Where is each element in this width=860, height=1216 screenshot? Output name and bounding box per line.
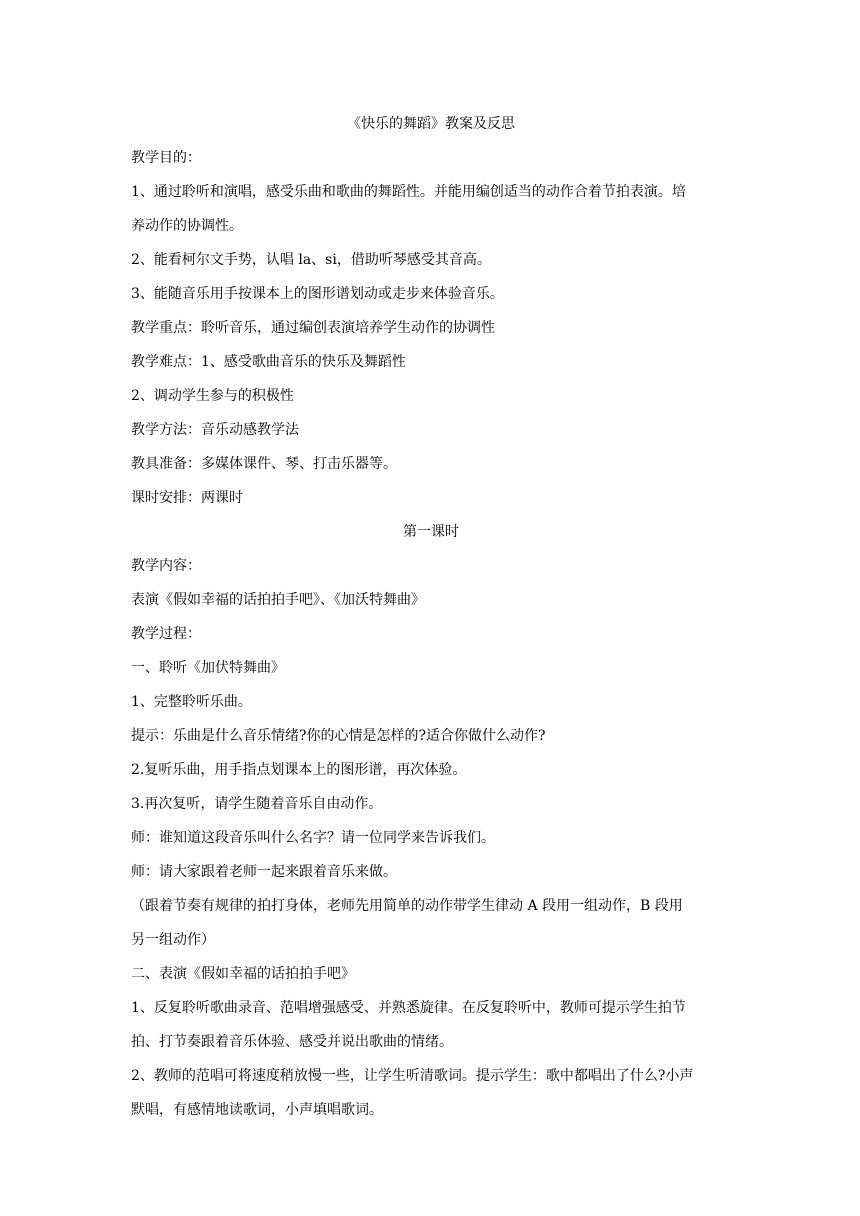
text-line: 2、能看柯尔文手势，认唱 la、si，借助听琴感受其音高。	[131, 252, 491, 268]
text-line: 提示：乐曲是什么音乐情绪?你的心情是怎样的?适合你做什么动作?	[131, 728, 546, 744]
text-line: 教学方法：音乐动感教学法	[131, 422, 299, 438]
document-body	[131, 107, 731, 1127]
text-line: 师：谁知道这段音乐叫什么名字？请一位同学来告诉我们。	[131, 830, 495, 846]
text-line: 1、反复聆听歌曲录音、范唱增强感受、并熟悉旋律。在反复聆听中，教师可提示学生拍节	[131, 1000, 686, 1016]
text-line: 1、完整聆听乐曲。	[131, 694, 252, 710]
text-line: 教学难点：1、感受歌曲音乐的快乐及舞蹈性	[131, 354, 406, 370]
text-line: 教学过程：	[131, 626, 201, 642]
text-line: 课时安排：两课时	[131, 490, 243, 506]
text-line: （跟着节奏有规律的拍打身体，老师先用简单的动作带学生律动 A 段用一组动作，B 段用	[131, 898, 683, 914]
text-line: 养动作的协调性。	[131, 218, 243, 234]
text-line: 教学内容：	[131, 558, 201, 574]
text-line: 教具准备：多媒体课件、琴、打击乐器等。	[131, 456, 397, 472]
text-line: 师：请大家跟着老师一起来跟着音乐来做。	[131, 864, 397, 880]
text-line: 1、通过聆听和演唱，感受乐曲和歌曲的舞蹈性。并能用编创适当的动作合着节拍表演。培	[131, 184, 686, 200]
text-line: 默唱，有感情地读歌词，小声填唱歌词。	[131, 1102, 383, 1118]
text-line: 教学目的：	[131, 150, 201, 166]
text-line: 2、调动学生参与的积极性	[131, 388, 294, 404]
text-line: 2、教师的范唱可将速度稍放慢一些，让学生听清歌词。提示学生：歌中都唱出了什么?小声	[131, 1068, 694, 1084]
text-line: 二、表演《假如幸福的话拍拍手吧》	[131, 966, 355, 982]
text-line: 一、聆听《加伏特舞曲》	[131, 660, 285, 676]
document-title: 《快乐的舞蹈》教案及反思	[347, 116, 515, 132]
text-line: 3、能随音乐用手按课本上的图形谱划动或走步来体验音乐。	[131, 286, 504, 302]
text-line: 表演《假如幸福的话拍拍手吧》、《加沃特舞曲》	[131, 592, 425, 608]
text-line: 教学重点：聆听音乐，通过编创表演培养学生动作的协调性	[131, 320, 495, 336]
text-line: 3.再次复听，请学生随着音乐自由动作。	[131, 796, 383, 812]
text-line: 拍、打节奏跟着音乐体验、感受并说出歌曲的情绪。	[131, 1034, 453, 1050]
text-line: 2.复听乐曲，用手指点划课本上的图形谱，再次体验。	[131, 762, 467, 778]
text-line: 另一组动作）	[131, 932, 215, 948]
section-heading: 第一课时	[403, 524, 459, 540]
